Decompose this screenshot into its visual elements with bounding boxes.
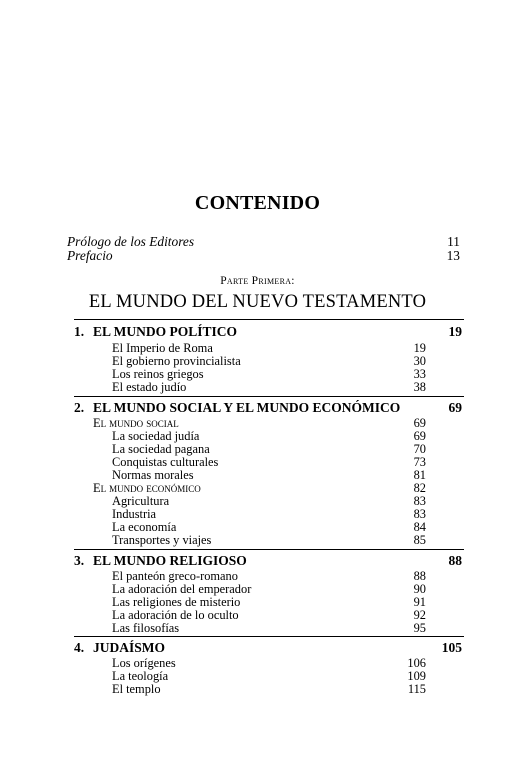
divider-rule <box>74 319 464 320</box>
toc-entry-label: El Imperio de Roma <box>112 341 213 355</box>
toc-subheading-label: El mundo económico <box>93 481 201 495</box>
toc-entry-label: La economía <box>112 520 177 534</box>
toc-entry-label: Conquistas culturales <box>112 455 219 469</box>
toc-entry-page: 88 <box>413 569 426 583</box>
chapter-title: JUDAÍSMO <box>93 640 166 655</box>
toc-entry-page: 115 <box>407 682 426 696</box>
chapter-title: EL MUNDO RELIGIOSO <box>93 553 247 568</box>
toc-entry-page: 30 <box>413 354 426 368</box>
toc-subheading-label: El mundo social <box>93 416 179 430</box>
toc-entry-page: 19 <box>413 341 426 355</box>
toc-entry-page: 69 <box>413 429 426 443</box>
toc-entry-page: 82 <box>413 481 426 495</box>
toc-entry-label: La adoración del emperador <box>112 582 252 596</box>
front-matter-label: Prefacio <box>67 248 113 263</box>
toc-entry-page: 38 <box>413 380 426 394</box>
chapter-number: 2. <box>74 400 85 415</box>
toc-entry-page: 91 <box>413 595 426 609</box>
part-label: Parte Primera: <box>220 275 295 287</box>
toc-entry-page: 84 <box>413 520 426 534</box>
toc-entry-page: 69 <box>413 416 426 430</box>
toc-entry-label: El estado judío <box>112 380 187 394</box>
toc-entry-page: 90 <box>413 582 426 596</box>
toc-entry-label: Los reinos griegos <box>112 367 204 381</box>
chapter-page: 19 <box>448 324 462 339</box>
toc-entry-label: Industria <box>112 507 157 521</box>
page-title: CONTENIDO <box>194 192 321 214</box>
front-matter-page: 11 <box>447 234 460 249</box>
toc-entry-page: 83 <box>413 494 426 508</box>
toc-entry-page: 106 <box>407 656 426 670</box>
toc-entry-page: 95 <box>413 621 426 635</box>
chapter-title: EL MUNDO SOCIAL Y EL MUNDO ECONÓMICO <box>93 400 401 415</box>
chapter-page: 88 <box>448 553 462 568</box>
part-title: EL MUNDO DEL NUEVO TESTAMENTO <box>88 292 427 312</box>
toc-entry-label: La adoración de lo oculto <box>112 608 239 622</box>
divider-rule <box>74 396 464 397</box>
toc-entry-label: Agricultura <box>112 494 170 508</box>
chapter-page: 105 <box>441 640 462 655</box>
toc-entry-label: El templo <box>112 682 161 696</box>
front-matter-label: Prólogo de los Editores <box>67 234 195 249</box>
toc-entry-label: El panteón greco-romano <box>112 569 238 583</box>
divider-rule <box>74 636 464 637</box>
toc-entry-page: 33 <box>413 367 426 381</box>
toc-entry-label: Las filosofías <box>112 621 180 635</box>
toc-entry-page: 73 <box>413 455 426 469</box>
toc-entry-page: 70 <box>413 442 426 456</box>
toc-entry-page: 85 <box>413 533 426 547</box>
toc-entry-label: La teología <box>112 669 169 683</box>
toc-entry-page: 81 <box>413 468 426 482</box>
toc-entry-label: La sociedad judía <box>112 429 200 443</box>
chapter-title: EL MUNDO POLÍTICO <box>93 324 238 339</box>
toc-entry-page: 83 <box>413 507 426 521</box>
toc-entry-label: La sociedad pagana <box>112 442 210 456</box>
toc-entry-page: 109 <box>407 669 426 683</box>
toc-entry-label: Normas morales <box>112 468 194 482</box>
toc-entry-label: Transportes y viajes <box>112 533 212 547</box>
toc-entry-label: El gobierno provincialista <box>112 354 241 368</box>
chapter-number: 3. <box>74 553 85 568</box>
toc-entry-label: Las religiones de misterio <box>112 595 241 609</box>
toc-entry-label: Los orígenes <box>112 656 176 670</box>
chapter-number: 1. <box>74 324 85 339</box>
chapter-page: 69 <box>448 400 462 415</box>
divider-rule <box>74 549 464 550</box>
toc-entry-page: 92 <box>413 608 426 622</box>
chapter-number: 4. <box>74 640 85 655</box>
front-matter-page: 13 <box>446 248 460 263</box>
